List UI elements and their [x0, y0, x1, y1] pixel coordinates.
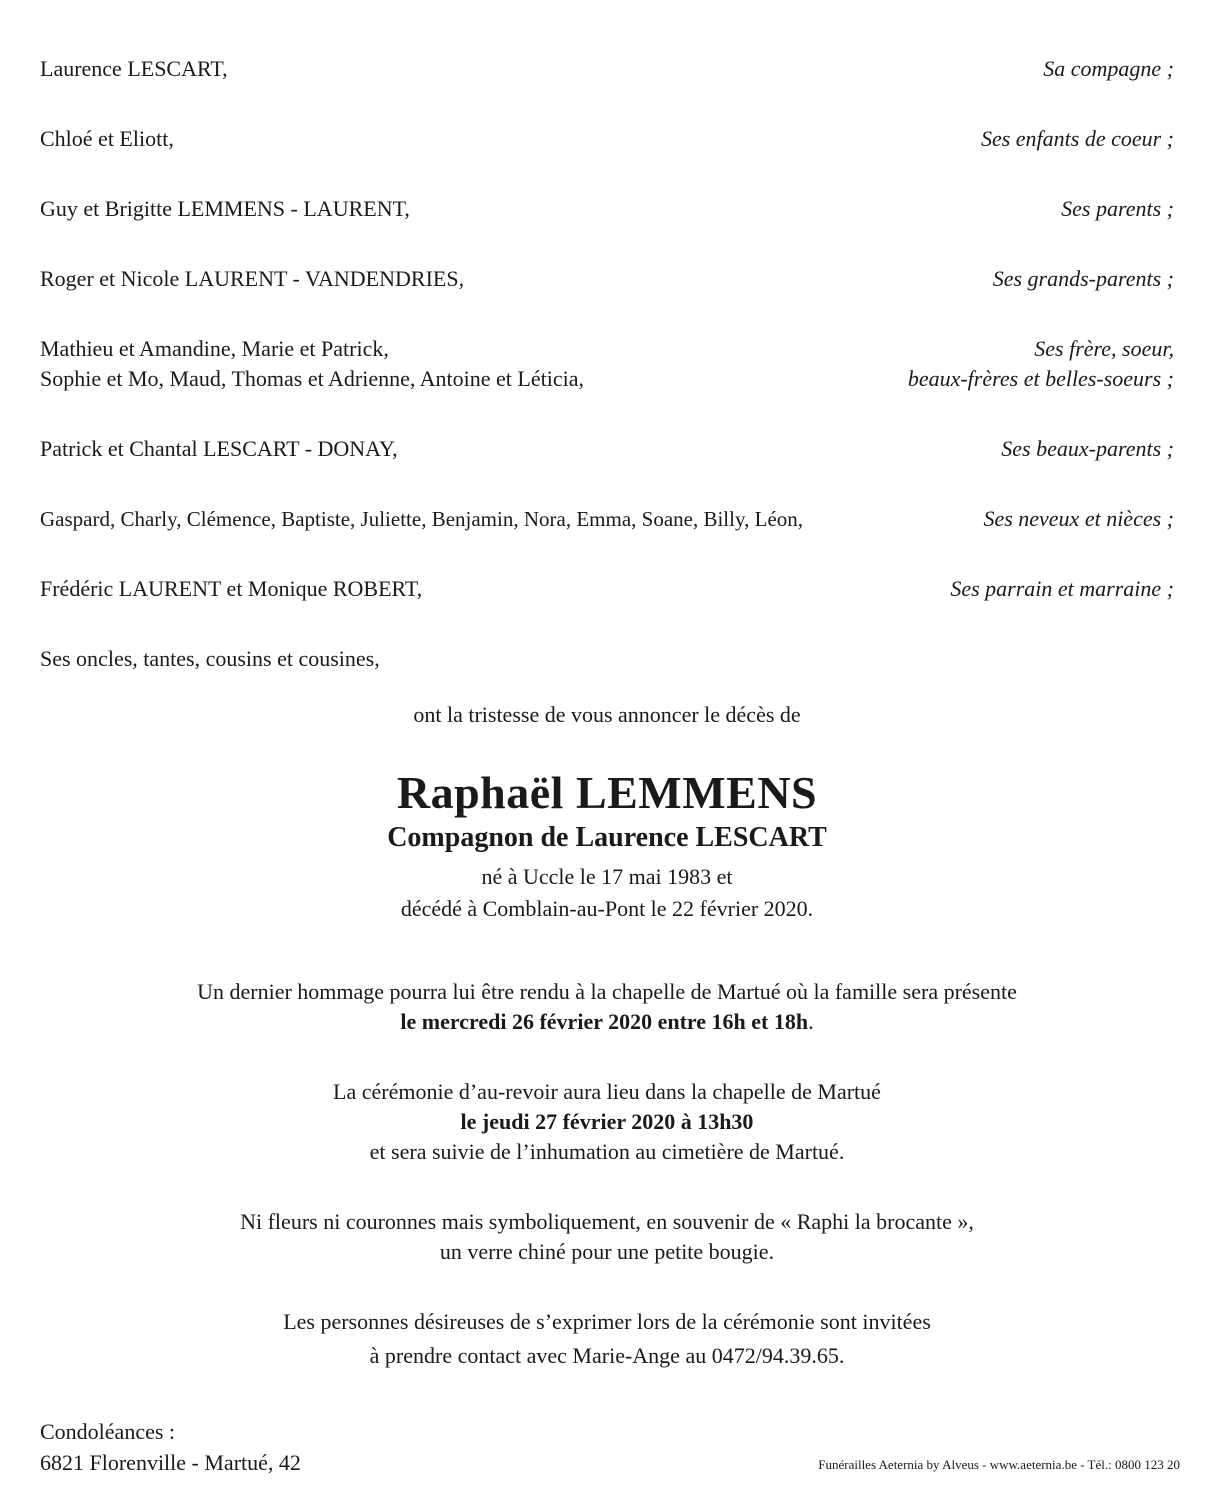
- family-relation: beaux-frères et belles-soeurs ;: [907, 366, 1174, 391]
- tribute-date-end: .: [808, 1009, 814, 1034]
- family-names: Patrick et Chantal LESCART - DONAY,: [40, 436, 398, 461]
- family-relation: Ses parrain et marraine ;: [950, 576, 1174, 601]
- funeral-home-info: Funérailles Aeternia by Alveus - www.aeternia.be - Tél.: 0800 123 20: [818, 1457, 1180, 1472]
- ceremony-date: le jeudi 27 février 2020 à 13h30: [460, 1109, 754, 1134]
- family-names: Guy et Brigitte LEMMENS - LAURENT,: [40, 196, 410, 221]
- family-names: Gaspard, Charly, Clémence, Baptiste, Juliette, Benjamin, Nora, Emma, Soane, Billy, Léon,: [40, 507, 804, 531]
- tribute-date: le mercredi 26 février 2020 entre 16h et 18h: [400, 1009, 809, 1034]
- condolences-label: Condoléances :: [40, 1419, 176, 1444]
- tribute-text: Un dernier hommage pourra lui être rendu à la chapelle de Martué où la famille sera présente: [197, 979, 1017, 1004]
- deceased-subtitle: Compagnon de Laurence LESCART: [387, 822, 827, 853]
- flowers-text: Ni fleurs ni couronnes mais symboliquement, en souvenir de « Raphi la brocante »,: [240, 1209, 974, 1234]
- family-names: Frédéric LAURENT et Monique ROBERT,: [40, 576, 423, 601]
- family-relation: Ses beaux-parents ;: [1001, 436, 1174, 461]
- family-names: Laurence LESCART,: [40, 56, 228, 81]
- family-relation: Sa compagne ;: [1043, 56, 1174, 81]
- family-relation: Ses grands-parents ;: [992, 266, 1174, 291]
- family-names: Sophie et Mo, Maud, Thomas et Adrienne, Antoine et Léticia,: [40, 366, 584, 391]
- contact-text: Les personnes désireuses de s’exprimer lors de la cérémonie sont invitées: [283, 1309, 931, 1334]
- death-info: décédé à Comblain-au-Pont le 22 février 2020.: [400, 896, 814, 921]
- family-relation: Ses neveux et nièces ;: [983, 506, 1174, 531]
- family-names: Mathieu et Amandine, Marie et Patrick,: [40, 336, 389, 361]
- family-relation: Ses frère, soeur,: [1034, 336, 1174, 361]
- family-relation: Ses enfants de coeur ;: [980, 126, 1174, 151]
- family-names: Chloé et Eliott,: [40, 126, 174, 151]
- flowers-text-2: un verre chiné pour une petite bougie.: [439, 1239, 775, 1264]
- announcement-intro: ont la tristesse de vous annoncer le décès de: [413, 702, 801, 727]
- family-names: Roger et Nicole LAURENT - VANDENDRIES,: [40, 266, 465, 291]
- family-names: Ses oncles, tantes, cousins et cousines,: [40, 646, 380, 671]
- tribute-date-line: [0, 1007, 1214, 1037]
- birth-info: né à Uccle le 17 mai 1983 et: [481, 864, 733, 889]
- deceased-name: Raphaël LEMMENS: [396, 767, 818, 818]
- condolences-address: 6821 Florenville - Martué, 42: [40, 1450, 301, 1475]
- ceremony-burial: et sera suivie de l’inhumation au cimetière de Martué.: [369, 1139, 845, 1164]
- contact-text-2: à prendre contact avec Marie-Ange au 0472/94.39.65.: [369, 1343, 845, 1368]
- family-relation: Ses parents ;: [1061, 196, 1174, 221]
- ceremony-text: La cérémonie d’au-revoir aura lieu dans la chapelle de Martué: [333, 1079, 881, 1104]
